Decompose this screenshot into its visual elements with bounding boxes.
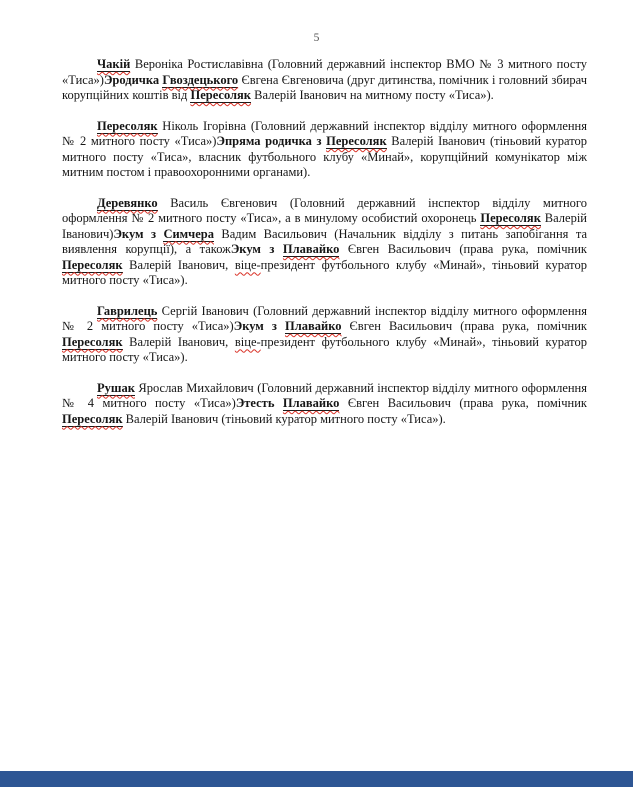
text-run: віце- xyxy=(234,257,261,272)
text-run: Валерій Іванович на митному посту «Тиса»). xyxy=(251,88,494,102)
paragraph xyxy=(62,119,587,181)
text-run: Євген Васильович (права рука, помічник xyxy=(339,242,587,256)
text-run: Василь Євгенович (Головний державний інспектор відділу митного оформлення № 2 митного посту «Тиса», а в минулому особистий охоронець xyxy=(62,195,587,225)
person-name-run: Экум з xyxy=(113,226,156,241)
person-name-run: Пересоляк xyxy=(190,88,252,102)
person-name-run: Деревянко xyxy=(97,195,158,210)
person-name-run: Гаврилець xyxy=(97,303,158,318)
text-run: президент футбольного клубу «Минай», тіньовий куратор митного посту «Тиса»). xyxy=(62,334,587,364)
text-run: Валерій Іванович (тіньовий куратор митного посту «Тиса», власник футбольного клубу «Минай», корупційний комунікатор між митним постом і правоохоронними органами). xyxy=(62,134,588,179)
text-run: Вероніка Ростиславівна (Головний державний інспектор ВМО № 3 митного посту «Тиса») xyxy=(62,57,587,87)
person-name-run: Пересоляк xyxy=(62,334,123,349)
person-name-run: Экум з xyxy=(233,319,277,333)
text-run xyxy=(274,242,282,256)
text-run: Ярослав Михайлович (Головний державний інспектор відділу митного оформлення № 4 митного посту «Тиса») xyxy=(62,380,587,410)
paragraph xyxy=(62,57,587,104)
person-name-run: Плавайко xyxy=(282,242,340,256)
paragraph xyxy=(62,196,587,289)
person-name-run: Этесть xyxy=(235,396,275,410)
text-run: Євгена Євгеновича (друг дитинства, помічник і головний збирач корупційних коштів від xyxy=(62,72,587,102)
person-name-run: Пересоляк xyxy=(62,257,123,272)
document-body xyxy=(62,57,587,427)
text-run: Валерій Іванович (тіньовий куратор митного посту «Тиса»). xyxy=(122,411,446,426)
page-number: 5 xyxy=(313,32,320,44)
person-name-run: Эродичка xyxy=(103,72,160,87)
person-name-run: Пересоляк xyxy=(480,211,541,225)
person-name-run: Экум з xyxy=(230,242,275,256)
person-name-run: Плавайко xyxy=(282,396,340,410)
text-run xyxy=(277,319,285,333)
text-run: Ніколь Ігорівна (Головний державний інспектор відділу митного оформлення № 2 митного посту «Тиса») xyxy=(62,118,587,148)
paragraph xyxy=(62,381,587,428)
person-name-run: Пересоляк xyxy=(326,134,387,148)
person-name-run: Симчера xyxy=(163,226,214,241)
person-name-run: Пересоляк xyxy=(62,411,123,426)
person-name-run: Эпряма родичка з xyxy=(216,134,322,148)
text-run: Валерій Іванович, xyxy=(122,334,235,349)
person-name-run: Пересоляк xyxy=(97,118,158,133)
text-run: Валерій Іванович) xyxy=(62,211,587,241)
person-name-run: Плавайко xyxy=(285,319,342,333)
person-name-run: Рушак xyxy=(97,380,135,395)
text-run: Валерій Іванович, xyxy=(122,257,235,272)
text-run: Євген Васильович (права рука, помічник xyxy=(339,396,588,410)
paragraph xyxy=(62,304,587,366)
person-name-run: Чакій xyxy=(97,57,131,71)
text-run: президент футбольного клубу «Минай», тіньовий куратор митного посту «Тиса»). xyxy=(62,257,587,287)
person-name-run: Гвоздецького xyxy=(162,72,239,87)
text-run: Сергій Іванович (Головний державний інспектор відділу митного оформлення № 2 митного посту «Тиса») xyxy=(62,303,587,333)
text-run: віце- xyxy=(234,334,261,349)
text-run: Вадим Васильович (Начальник відділу з питань запобігання та виявлення корупції), а також xyxy=(62,226,588,256)
text-run: Євген Васильович (права рука, помічник xyxy=(341,319,588,333)
footer-accent-bar xyxy=(0,771,633,787)
text-run xyxy=(274,396,282,410)
